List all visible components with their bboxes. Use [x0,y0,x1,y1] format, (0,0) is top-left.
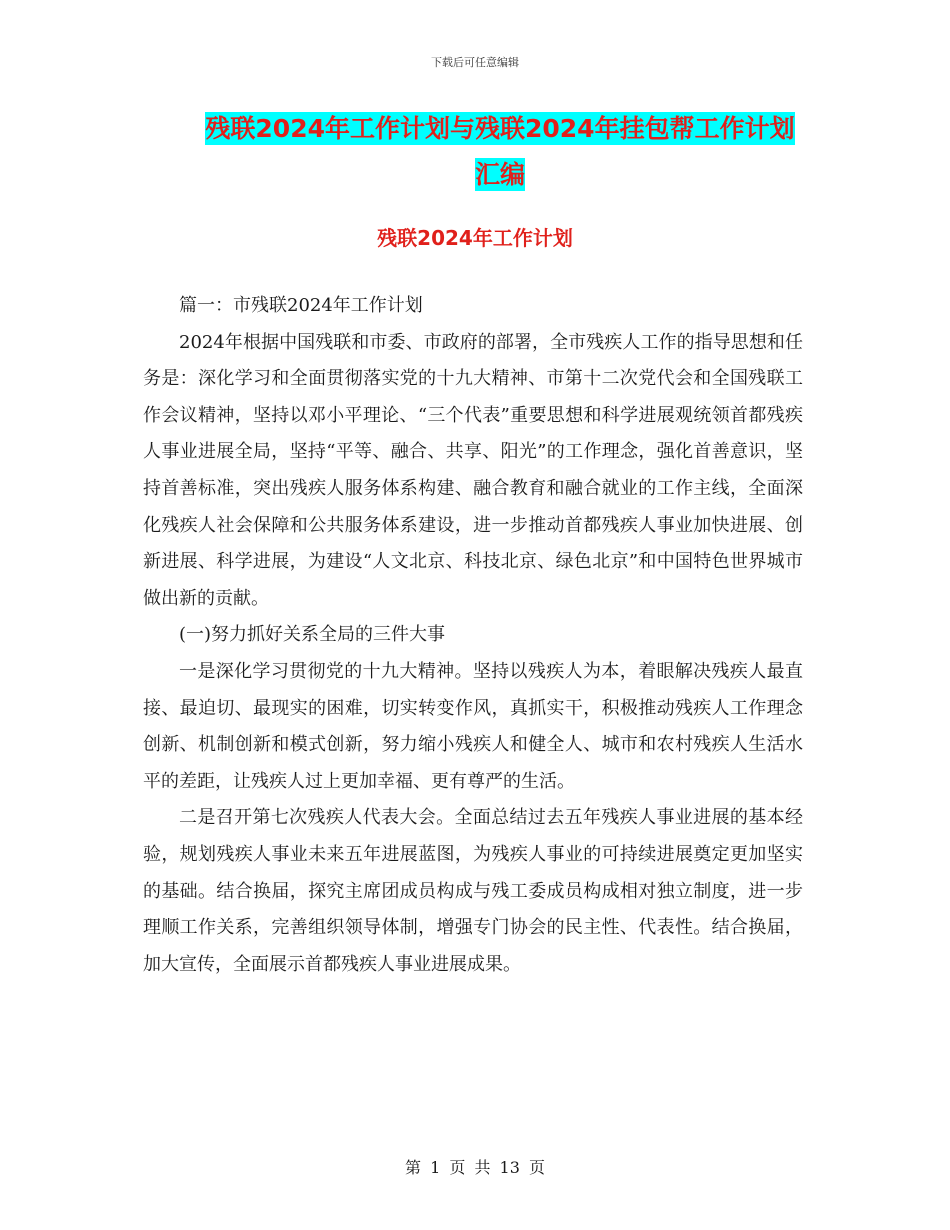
paragraph-item-one: 一是深化学习贯彻党的十九大精神。坚持以残疾人为本，着眼解决残疾人最直接、最迫切、最现实的困难，切实转变作风，真抓实干，积极推动残疾人工作理念创新、机制创新和模式创新，努力缩小残疾人和健全人、城市和农村残疾人生活水平的差距，让残疾人过上更加幸福、更有尊严的生活。 [143,660,803,792]
page-footer-number: 第 1 页 共 13 页 [405,1158,545,1177]
page-header-note: 下载后可任意编辑 [431,56,519,69]
paragraph-guiding-ideology: 2024年根据中国残联和市委、市政府的部署，全市残疾人工作的指导思想和任务是：深化学习和全面贯彻落实党的十九大精神、市第十二次党代会和全国残联工作会议精神，坚持以邓小平理论、“三个代表”重要思想和科学进展观统领首都残疾人事业进展全局，坚持“平等、融合、共享、阳光”的工作理念，强化首善意识，坚持首善标准，突出残疾人服务体系构建、融合教育和融合就业的工作主线，全面深化残疾人社会保障和公共服务体系建设，进一步推动首都残疾人事业加快进展、创新进展、科学进展，为建设“人文北京、科技北京、绿色北京”和中国特色世界城市做出新的贡献。 [143,331,803,609]
paragraph-item-two: 二是召开第七次残疾人代表大会。全面总结过去五年残疾人事业进展的基本经验，规划残疾人事业未来五年进展蓝图，为残疾人事业的可持续进展奠定更加坚实的基础。结合换届，探究主席团成员构成与残工委成员构成相对独立制度，进一步理顺工作关系，完善组织领导体制，增强专门协会的民主性、代表性。结合换届，加大宣传，全面展示首都残疾人事业进展成果。 [143,807,803,975]
paragraph-chapter-label: 篇一：市残联2024年工作计划 [179,295,423,316]
document-title [140,106,860,198]
title-line-1: 残联2024年工作计划与残联2024年挂包帮工作计划 [205,114,795,143]
section-heading: 残联2024年工作计划 [377,226,573,250]
title-line-2: 汇编 [474,160,525,189]
paragraph-subheading: (一)努力抓好关系全局的三件大事 [179,624,446,646]
body-text [143,288,803,983]
